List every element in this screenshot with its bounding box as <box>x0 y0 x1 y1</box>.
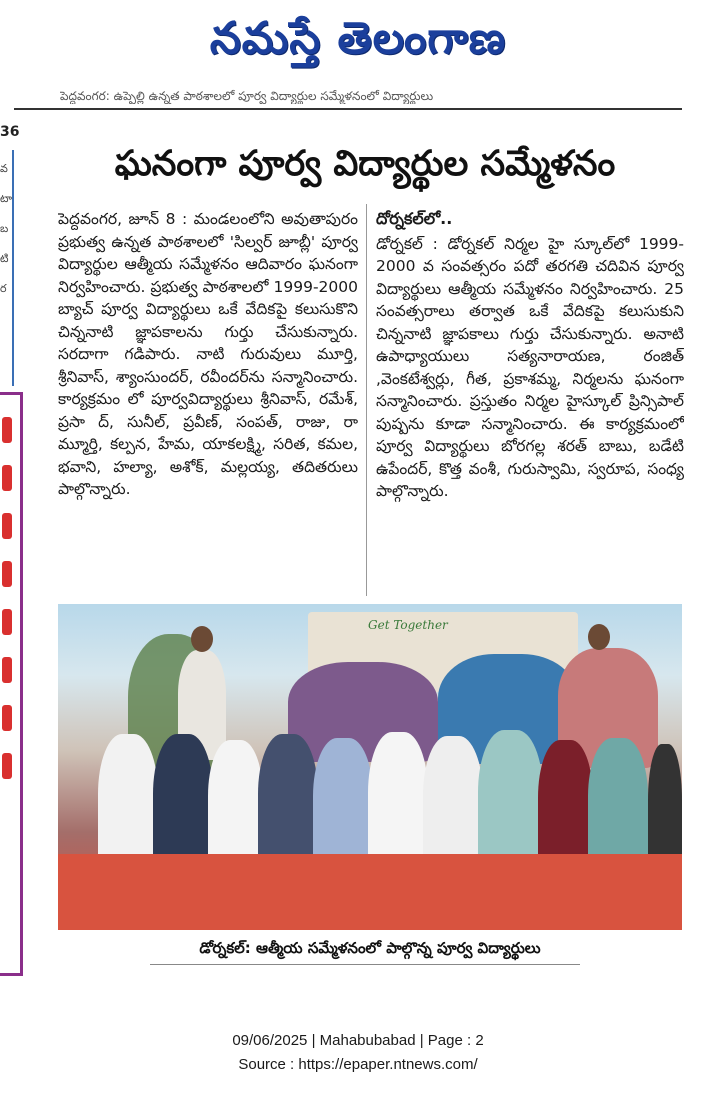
side-advertisement <box>0 392 23 976</box>
previous-article-caption: పెద్దవంగర: ఉప్పెల్లి ఉన్నత పాఠశాలలో పూర్వ విద్యార్థుల సమ్మేళనంలో విద్యార్థులు <box>60 89 434 103</box>
source-info: Source : https://epaper.ntnews.com/ <box>238 1056 478 1073</box>
column-divider <box>366 204 367 596</box>
page-number-fragment: 36 <box>0 124 20 140</box>
article-subhead: దోర్నకల్‌లో.. <box>376 209 453 228</box>
ad-mark <box>2 417 12 443</box>
banner-text: Get Together <box>368 618 448 632</box>
strip-text-2: టా <box>0 192 13 205</box>
photo-caption: డోర్నకల్: ఆత్మీయ సమ్మేళనంలో పాల్గొన్న పూర్వ విద్యార్థులు <box>199 939 541 957</box>
caption-underline <box>150 964 580 965</box>
ad-mark <box>2 513 12 539</box>
article-headline: ఘనంగా పూర్వ విద్యార్థుల సమ్మేళనం <box>114 143 616 184</box>
article-right-text: డోర్నకల్ : డోర్నకల్ నిర్మల హై స్కూల్‌లో 1999-2000 వ సంవత్సరం పదో తరగతి చదివిన పూర్వ విద్యార్థులు ఆత్మీయ సమ్మేళనం నిర్వహించారు. 25 సంవత్సరాలు తర్వాత ఒకే వేదికపై కలుసుకుని చిన్ననాటి జ్ఞాపకాలు గుర్తు చేసుకున్నారు. అనాటి ఉపాధ్యాయులు సత్యనారాయణ, రంజిత్ ,వెంకటేశ్వర్లు, గీత, ప్రకాశమ్మ, నిర్మలను ఘనంగా సన్మానించారు. ప్రస్తుతం నిర్మల హైస్కూల్ ప్రిన్సిపాల్ పుష్పను కూడా సన్మానించారు. ఈ కార్యక్రమంలో పూర్వ విద్యార్థులు బోరగల్ల శరత్ బాబు, బడేటి ఉపేందర్, కొత్త వంశీ, గురుస్వామి, స్వరూప, సంధ్య పాల్గొన్నారు. <box>376 234 684 500</box>
strip-text-4: టి <box>0 252 9 265</box>
group-photo <box>58 604 682 930</box>
edition-info: 09/06/2025 | Mahabubabad | Page : 2 <box>232 1032 484 1049</box>
ad-mark <box>2 561 12 587</box>
ad-mark <box>2 657 12 683</box>
article-left-text: పెద్దవంగర, జూన్ 8 : మండలంలోని అవుతాపురం ప్రభుత్వ ఉన్నత పాఠశాలలో 'సిల్వర్ జూబ్లీ' పూర్వ విద్యార్థుల ఆత్మీయ సమ్మేళనం ఆదివారం ఘనంగా నిర్వహించారు. ప్రభుత్వ పాఠశాలలో 1999-2000 బ్యాచ్ పూర్వ విద్యార్థులు ఒకే వేదికపై కలుసుకొని చిన్ననాటి జ్ఞాపకాలను గుర్తు చేసుకున్నారు. సరదాగా గడిపారు. నాటి గురువులు మూర్తి, శ్రీనివాస్, శ్యాంసుందర్, రవీందర్‌ను సన్మానించారు. కార్యక్రమం లో పూర్వవిద్యార్థులు శ్రీనివాస్, రమేశ్, ప్రసా ద్, సునీల్, ప్రవీణ్, సంపత్, రాజు, రా మ్మూర్తి, కల్పన, హేమ, యాకలక్ష్మి, సరిత, కమల, భవాని, హల్యా, అశోక్, మల్లయ్య, తదితరులు పాల్గొన్నారు. <box>58 210 358 498</box>
adjacent-article-strip <box>0 150 14 386</box>
ad-mark <box>2 465 12 491</box>
person-head <box>191 626 213 652</box>
photo-carpet <box>58 854 682 930</box>
strip-text-3: బ <box>0 222 9 235</box>
article-body-right <box>376 208 684 592</box>
top-divider <box>14 108 682 110</box>
ad-mark <box>2 753 12 779</box>
strip-text-5: ర <box>0 282 7 295</box>
person-head <box>588 624 610 650</box>
newspaper-masthead: నమస్తే తెలంగాణ <box>209 13 507 64</box>
ad-mark <box>2 609 12 635</box>
strip-text-1: వ <box>0 162 8 175</box>
ad-mark <box>2 705 12 731</box>
article-body-left <box>58 208 358 592</box>
